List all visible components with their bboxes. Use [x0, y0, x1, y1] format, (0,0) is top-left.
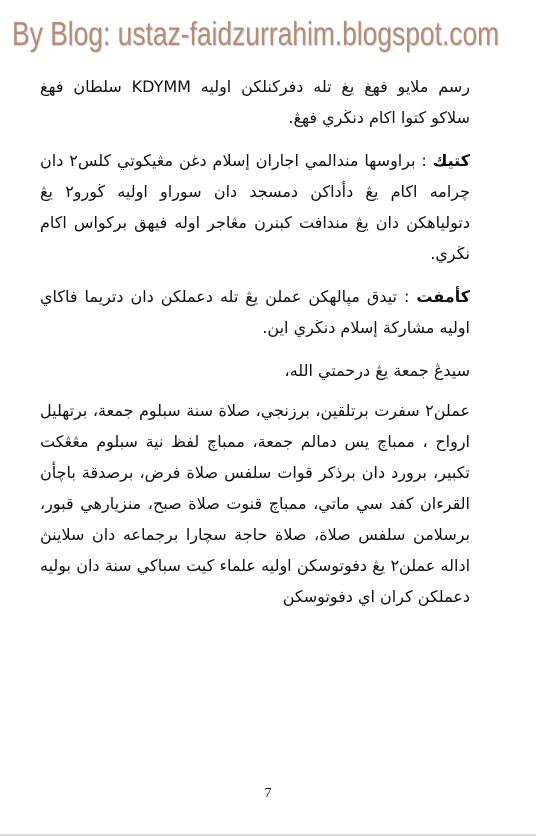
- paragraph-practices: [40, 395, 470, 612]
- paragraph-fourth-text: : تيدق مپالهكن عملن يڠ تله دعملكن دان دتريما فاكاي اوليه مشاركة إسلام دنڬري اين.: [40, 287, 470, 337]
- paragraph-practices-text: عملن٢ سفرت برتلقين، برزنجي، صلاة سنة سبلوم جمعة، برتهليل ارواح ، ممباچ يس دمالم جمعة، ممباچ لفظ نية سبلوم مڠڠكت تكبير، برورد دان برذكر قوات سلفس صلاة فرض، برصدقة باچأن القرءان كفد سي ماتي، ممباچ قنوت صلاة صبح، منزيارهي قبور، برسلامن سلفس صلاة، صلاة حاجة سچارا برجماعه دان سلاينڽ اداله عملن٢ يڠ دفوتوسكن اوليه علماء كيت سباكي سنة دان بوليه دعملكن كران اي دفوتوسكن: [40, 401, 471, 606]
- paragraph-fourth-term: كأمفت: [416, 287, 470, 306]
- document-body: [40, 71, 470, 612]
- paragraph-third-point: [40, 145, 470, 269]
- blog-watermark: By Blog: ustaz-faidzurrahim.blogspot.com: [12, 15, 500, 52]
- paragraph-third-term: كتيك: [432, 151, 470, 170]
- paragraph-address: [40, 355, 470, 386]
- paragraph-intro-text: رسم ملايو فهغ يغ تله دفركنلكن اوليه KDYMM سلطان فهغ سلاكو كتوا اکام دنڬري فهڠ.: [40, 77, 470, 127]
- page-number: 7: [264, 786, 272, 801]
- paragraph-address-text: سيدڠ جمعة يڠ درحمتي الله،: [284, 361, 470, 380]
- paragraph-third-text: : براوسها مندالمي اجاران إسلام دغن مڠيكوتي كلس٢ دان چرامه اکام يڠ دأداكن دمسجد دان سوراو اوليه ڬورو٢ يڠ دتولياهكن دان يڠ مندافت كبنرن مڠاجر اوله فيهق بركواس اکام نڬري.: [40, 151, 471, 263]
- paragraph-intro: [40, 71, 470, 133]
- paragraph-fourth-point: [40, 281, 470, 343]
